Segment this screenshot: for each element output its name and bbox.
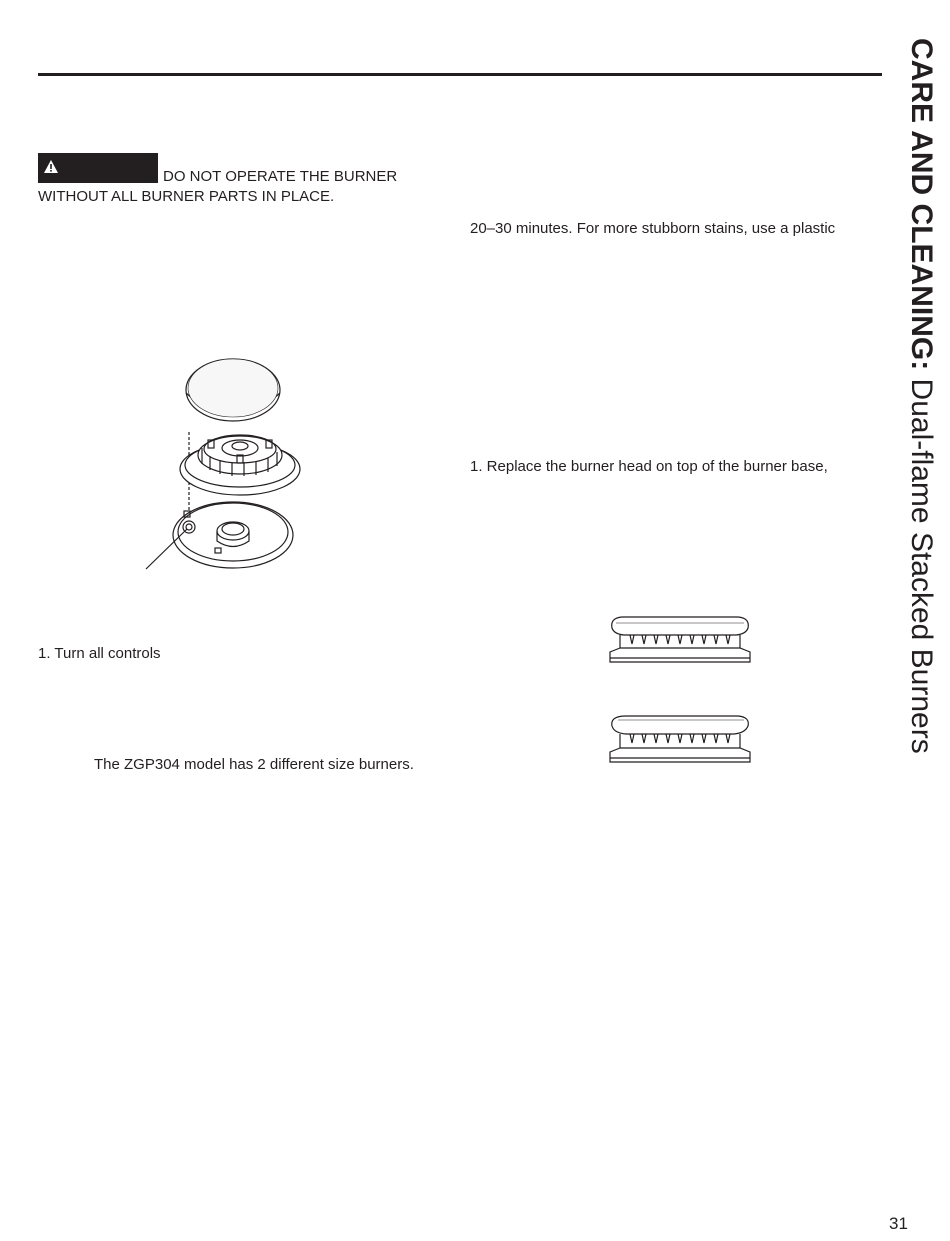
burner-side-view-top [606,614,756,666]
top-rule [38,73,882,76]
model-note-text: The ZGP304 model has 2 different size burners. [94,756,414,773]
page-number: 31 [889,1214,908,1233]
side-heading-bold: CARE AND CLEANING: [905,38,938,371]
replace-step-text: 1. Replace the burner head on top of the burner base, [470,458,828,475]
warning-triangle-icon [44,160,58,173]
warning-badge [38,153,158,183]
side-heading-light: Dual-flame Stacked Burners [905,370,938,754]
cleaning-instruction-text: 20–30 minutes. For more stubborn stains, use a plastic [470,220,836,237]
burner-exploded-illustration [140,352,300,574]
warning-text-line1: DO NOT OPERATE THE BURNER [163,168,398,185]
warning-text-line2: WITHOUT ALL BURNER PARTS IN PLACE. [38,188,335,205]
turn-controls-step-text: 1. Turn all controls [38,645,161,662]
burner-side-view-bottom [606,714,756,766]
side-section-heading [906,38,936,754]
